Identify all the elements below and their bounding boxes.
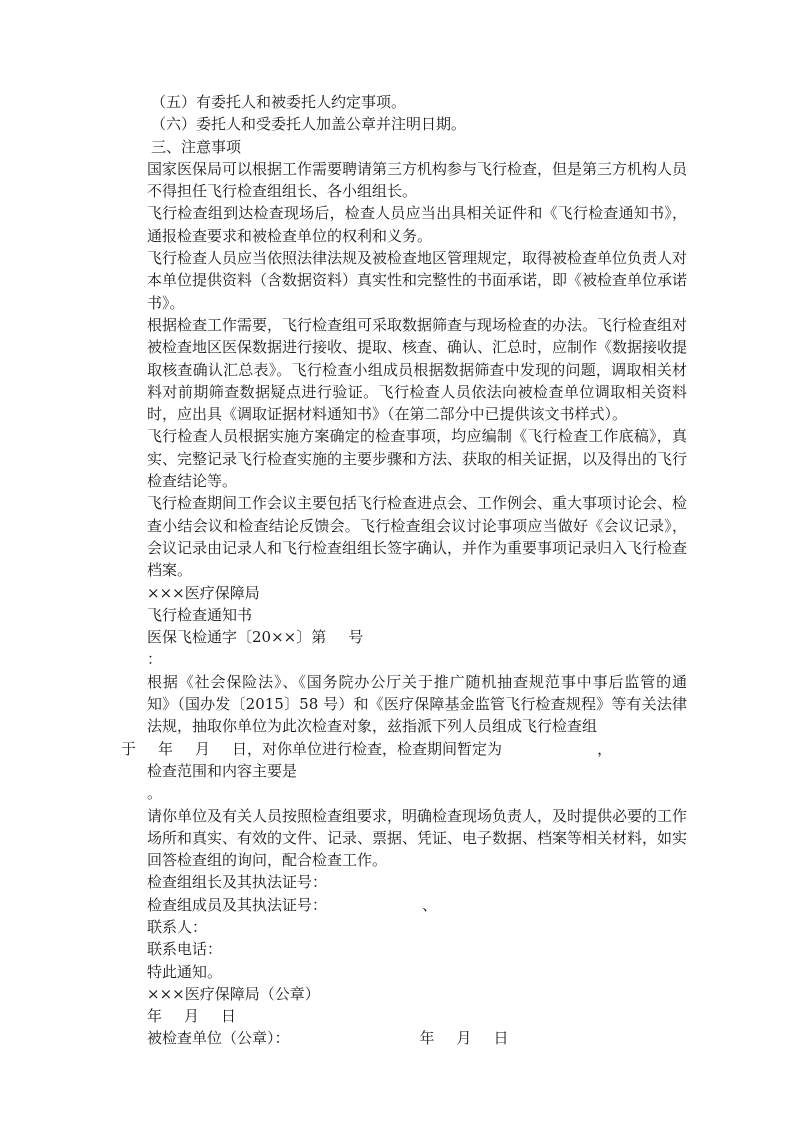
- section-heading-notes: 三、注意事项: [151, 137, 242, 156]
- addressee-colon: ：: [147, 650, 163, 669]
- scope-period: 。: [147, 784, 163, 803]
- paragraph-working-papers: 飞行检查人员根据实施方案确定的检查事项，均应编制《飞行检查工作底稿》，真实、完整记录飞行检查实施的主要步骤和方法、获取的相关证据，以及得出的飞行检查结论等。: [147, 427, 688, 491]
- notice-title: 飞行检查通知书: [147, 605, 253, 624]
- inspection-scope: 检查范围和内容主要是: [147, 761, 298, 780]
- clause-five: （五）有委托人和被委托人约定事项。: [151, 93, 407, 111]
- paragraph-arrival: 飞行检查组到达检查现场后，检查人员应当出具相关证件和《飞行检查通知书》，通报检查要求和被检查单位的权利和义务。: [147, 204, 687, 245]
- paragraph-third-party: 国家医保局可以根据工作需要聘请第三方机构参与飞行检查，但是第三方机构人员不得担任飞行检查组组长、各小组组长。: [147, 159, 688, 201]
- document-number: 医保飞检通字〔20××〕第 号: [147, 628, 364, 647]
- paragraph-data-screening: 根据检查工作需要，飞行检查组可采取数据筛查与现场检查的办法。飞行检查组对被检查地区医保数据进行接收、提取、核查、确认、汇总时，应制作《数据接收提取核查确认汇总表》。飞行检查小组成员根据数据筛查中发现的问题，调取相关材料对前期筛查数据疑点进行验证。飞行检查人员依法向被检查单位调取相关资料时，应出具《调取证据材料通知书》（在第二部分中已提供该文书样式）。: [147, 315, 688, 424]
- seal-org: ×××医疗保障局（公章）: [147, 984, 320, 1003]
- paragraph-cooperation: 请你单位及有关人员按照检查组要求，明确检查现场负责人，及时提供必要的工作场所和真实、有效的文件、记录、票据、凭证、电子数据、档案等相关材料，如实回答检查组的询问，配合检查工作。: [147, 806, 688, 870]
- issue-date: 年 月 日: [147, 1007, 237, 1026]
- closing-notice: 特此通知。: [147, 962, 223, 981]
- inspection-date-line: 于 年 月 日，对你单位进行检查，检查期间暂定为 ，: [121, 739, 613, 758]
- paragraph-commitment: 飞行检查人员应当依照法律法规及被检查地区管理规定，取得被检查单位负责人对本单位提供资料（含数据资料）真实性和完整性的书面承诺，即《被检查单位承诺书》。: [147, 249, 688, 312]
- paragraph-legal-basis: 根据《社会保险法》、《国务院办公厅关于推广随机抽查规范事中事后监管的通知》（国办发〔2015〕58 号）和《医疗保障基金监管飞行检查规程》等有关法律法规，抽取你单位为此次检查对象，兹指派下列人员组成飞行检查组: [147, 672, 687, 736]
- paragraph-meetings: 飞行检查期间工作会议主要包括飞行检查进点会、工作例会、重大事项讨论会、检查小结会议和检查结论反馈会。飞行检查组会议讨论事项应当做好《会议记录》，会议记录由记录人和飞行检查组组长签字确认，并作为重要事项记录归入飞行检查档案。: [147, 494, 688, 580]
- inspected-unit-signoff: 被检查单位（公章）： 年 月 日: [147, 1029, 509, 1048]
- team-leader-field: 检查组组长及其执法证号：: [147, 873, 328, 892]
- issuing-org: ×××医疗保障局: [147, 583, 260, 602]
- document-body: [121, 91, 687, 1050]
- clause-six: （六）委托人和受委托人加盖公章并注明日期。: [151, 115, 467, 134]
- team-members-field: 检查组成员及其执法证号： 、: [147, 895, 438, 914]
- contact-phone-field: 联系电话：: [147, 940, 223, 959]
- contact-person-field: 联系人：: [147, 917, 208, 936]
